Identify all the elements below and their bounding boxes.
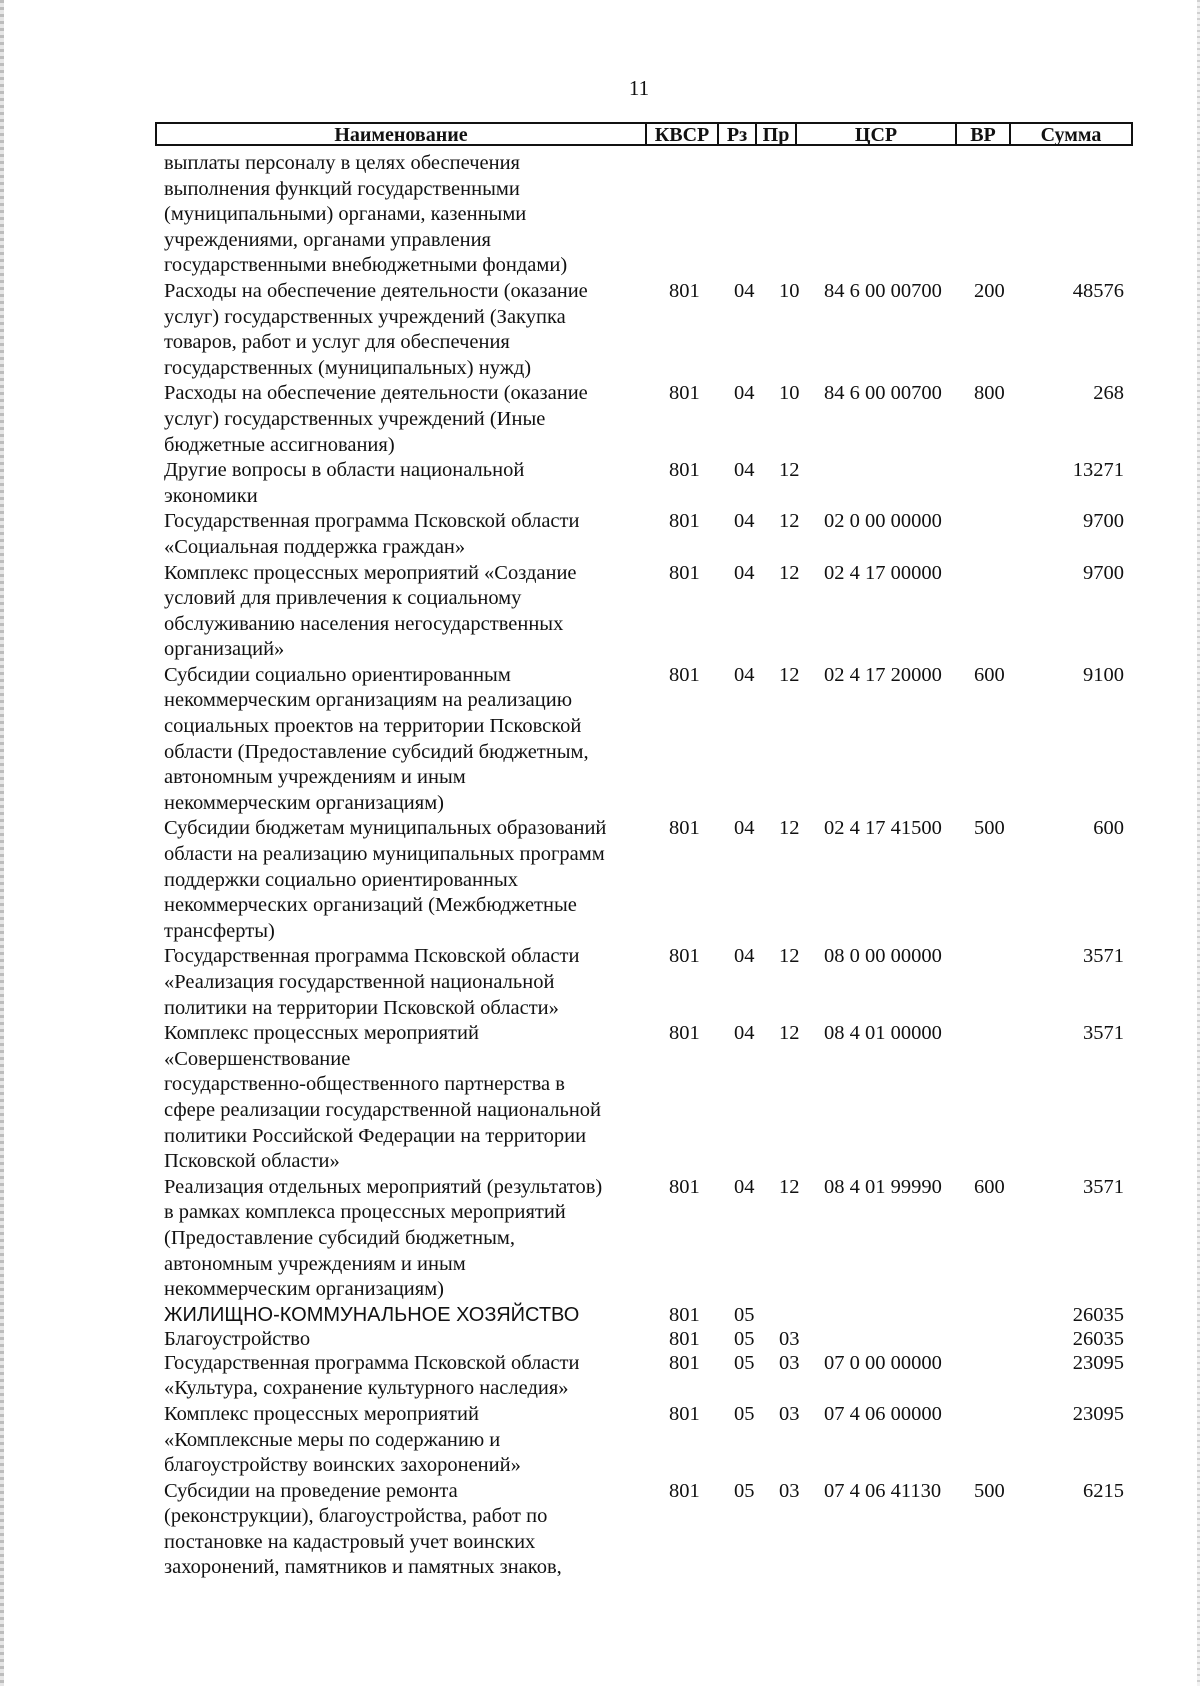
row-name: Другие вопросы в области национальной экономики [164,459,525,507]
row-name: выплаты персоналу в целях обеспечения выполнения функций государственными (муниципальными) органами, казенными учреждениями, органами управления государственными внебюджетными фондами) [164,152,568,277]
row-sum: 3571 [1083,945,1124,968]
table-row [164,1021,1124,1175]
row-rz: 04 [734,817,755,840]
row-vr: 600 [974,1175,1005,1198]
row-csr: 84 6 00 00700 [824,279,942,302]
row-csr: 07 0 00 00000 [824,1351,942,1374]
table-row [164,561,1124,663]
table-row [164,1351,1124,1402]
row-sum: 23095 [1072,1351,1124,1374]
row-pr: 12 [779,817,800,840]
row-rz: 05 [734,1327,755,1350]
row-sum: 48576 [1072,279,1124,302]
row-rz: 04 [734,279,755,302]
row-sum: 9700 [1083,510,1124,533]
header-pr: Пр [757,124,797,144]
row-rz: 04 [734,1175,755,1198]
table-row [164,663,1124,817]
row-rz: 04 [734,510,755,533]
table-row [164,1303,1124,1327]
row-sum: 26035 [1072,1327,1124,1350]
row-name: Расходы на обеспечение деятельности (оказание услуг) государственных учреждений (Иные бюджетные ассигнования) [164,382,588,456]
table-row [164,381,1124,458]
row-sum: 268 [1093,382,1124,405]
row-kvsr: 801 [669,1351,700,1374]
row-rz: 04 [734,1022,755,1045]
row-csr: 08 4 01 99990 [824,1175,942,1198]
row-kvsr: 801 [669,1327,700,1350]
row-rz: 04 [734,663,755,686]
table-row [164,944,1124,1021]
row-sum: 13271 [1072,459,1124,482]
row-rz: 04 [734,945,755,968]
row-rz: 05 [734,1303,755,1326]
row-name: Государственная программа Псковской области «Социальная поддержка граждан» [164,510,580,558]
header-sum: Сумма [1040,124,1102,146]
header-vr: ВР [957,124,1011,144]
table-row [164,458,1124,509]
row-pr: 10 [779,279,800,302]
row-vr: 800 [974,382,1005,405]
table-header [155,122,1133,146]
row-csr: 84 6 00 00700 [824,382,942,405]
header-csr: ЦСР [797,124,957,144]
row-sum: 3571 [1083,1022,1124,1045]
row-kvsr: 801 [669,561,700,584]
row-name: Комплекс процессных мероприятий «Комплексные меры по содержанию и благоустройству воинских захоронений» [164,1402,521,1477]
row-sum: 3571 [1083,1175,1124,1198]
row-csr: 07 4 06 41130 [824,1479,942,1502]
row-sum: 9100 [1083,663,1124,686]
row-name: Субсидии бюджетам муниципальных образований области на реализацию муниципальных программ поддержки социально ориентированных некоммерческих организаций (Межбюджетные трансферты) [164,817,607,942]
row-kvsr: 801 [669,1175,700,1198]
row-name: Комплекс процессных мероприятий «Совершенствование государственно-общественного партнерства в сфере реализации государственной национальной политики Российской Федерации на территории Псковской области» [164,1022,602,1173]
row-name: Субсидии социально ориентированным некоммерческим организациям на реализацию социальных проектов на территории Псковской области (Предоставление субсидий бюджетным, автономным учреждениям и иным некоммерческим организациям) [164,663,589,814]
table-row [164,151,1124,279]
header-kvsr: КВСР [647,124,719,144]
row-name: Комплекс процессных мероприятий «Создание условий для привлечения к социальному обслуживанию населения негосударственных организаций» [164,561,577,661]
row-pr: 03 [779,1327,800,1350]
row-kvsr: 801 [669,1479,700,1502]
row-sum: 6215 [1083,1479,1124,1502]
row-rz: 05 [734,1402,755,1425]
table-row [164,279,1124,381]
row-name: Государственная программа Псковской области «Реализация государственной национальной политики на территории Псковской области» [164,945,580,1019]
row-kvsr: 801 [669,817,700,840]
table-row [164,509,1124,560]
row-csr: 08 4 01 00000 [824,1022,942,1045]
row-sum: 9700 [1083,561,1124,584]
row-csr: 02 0 00 00000 [824,510,942,533]
table-row [164,1175,1124,1303]
scan-edge-left [0,0,4,1686]
row-pr: 03 [779,1351,800,1374]
header-rz: Рз [719,124,757,144]
row-vr: 200 [974,279,1005,302]
row-pr: 12 [779,1175,800,1198]
row-rz: 04 [734,459,755,482]
row-kvsr: 801 [669,279,700,302]
row-kvsr: 801 [669,510,700,533]
row-pr: 03 [779,1479,800,1502]
row-rz: 05 [734,1351,755,1374]
row-name: Благоустройство [164,1327,311,1350]
row-pr: 03 [779,1402,800,1425]
row-vr: 600 [974,663,1005,686]
row-pr: 12 [779,510,800,533]
row-kvsr: 801 [669,382,700,405]
row-pr: 12 [779,561,800,584]
row-csr: 02 4 17 20000 [824,663,942,686]
table-row [164,1479,1124,1581]
row-pr: 10 [779,382,800,405]
row-csr: 08 0 00 00000 [824,945,942,968]
row-sum: 600 [1093,817,1124,840]
row-pr: 12 [779,1022,800,1045]
row-sum: 26035 [1072,1303,1124,1326]
table-row [164,1327,1124,1351]
row-sum: 23095 [1072,1402,1124,1425]
row-rz: 04 [734,382,755,405]
row-kvsr: 801 [669,663,700,686]
row-rz: 05 [734,1479,755,1502]
row-kvsr: 801 [669,945,700,968]
row-name: Реализация отдельных мероприятий (результатов) в рамках комплекса процессных мероприятий (Предоставление субсидий бюджетным, автономным учреждениям и иным некоммерческим организациям) [164,1175,603,1301]
table-row [164,816,1124,944]
row-kvsr: 801 [669,1022,700,1045]
row-vr: 500 [974,1479,1005,1502]
row-csr: 02 4 17 00000 [824,561,942,584]
row-kvsr: 801 [669,1303,700,1326]
row-kvsr: 801 [669,459,700,482]
row-kvsr: 801 [669,1402,700,1425]
row-name: Расходы на обеспечение деятельности (оказание услуг) государственных учреждений (Закупка товаров, работ и услуг для обеспечения государственных (муниципальных) нужд) [164,279,588,379]
table-body [164,151,1124,1581]
row-vr: 500 [974,817,1005,840]
row-name: Субсидии на проведение ремонта (реконструкции), благоустройства, работ по постановке на кадастровый учет воинских захоронений, памятников и памятных знаков, [164,1479,562,1579]
table-row [164,1402,1124,1479]
page-number: 11 [628,76,650,100]
row-pr: 12 [779,945,800,968]
row-csr: 07 4 06 00000 [824,1402,942,1425]
row-name: Государственная программа Псковской области «Культура, сохранение культурного наследия» [164,1351,580,1400]
row-pr: 12 [779,663,800,686]
row-name: ЖИЛИЩНО-КОММУНАЛЬНОЕ ХОЗЯЙСТВО [164,1303,580,1326]
row-pr: 12 [779,459,800,482]
row-rz: 04 [734,561,755,584]
header-name: Наименование [157,124,647,144]
row-csr: 02 4 17 41500 [824,817,942,840]
